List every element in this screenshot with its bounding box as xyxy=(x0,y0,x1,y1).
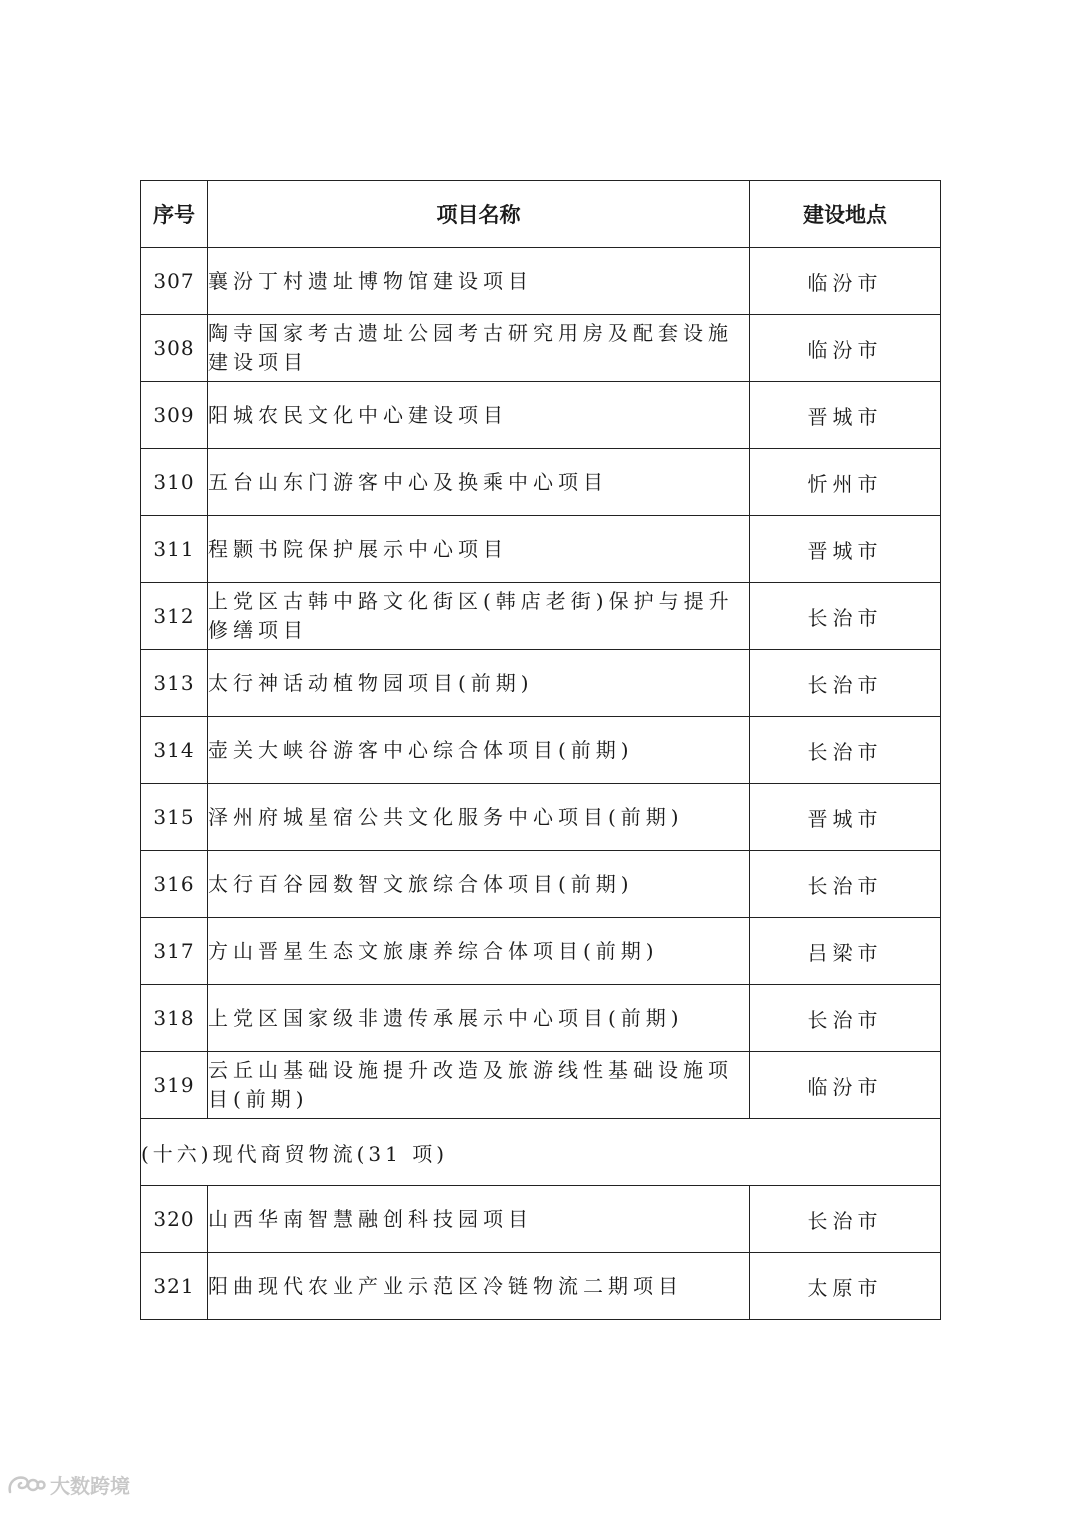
row-number: 317 xyxy=(141,918,208,985)
table-body-b xyxy=(141,1186,941,1320)
project-name: 太行神话动植物园项目(前期) xyxy=(208,650,750,717)
table-row xyxy=(141,382,941,449)
project-name: 泽州府城星宿公共文化服务中心项目(前期) xyxy=(208,784,750,851)
table-row xyxy=(141,918,941,985)
project-name: 陶寺国家考古遗址公园考古研究用房及配套设施建设项目 xyxy=(208,315,750,382)
location: 长治市 xyxy=(750,650,941,717)
table-row xyxy=(141,851,941,918)
table-row xyxy=(141,315,941,382)
row-number: 320 xyxy=(141,1186,208,1253)
table-row xyxy=(141,1052,941,1119)
row-number: 314 xyxy=(141,717,208,784)
project-name: 壶关大峡谷游客中心综合体项目(前期) xyxy=(208,717,750,784)
location: 晋城市 xyxy=(750,784,941,851)
section-body xyxy=(141,1119,941,1186)
project-name: 云丘山基础设施提升改造及旅游线性基础设施项目(前期) xyxy=(208,1052,750,1119)
row-number: 312 xyxy=(141,583,208,650)
project-name: 太行百谷园数智文旅综合体项目(前期) xyxy=(208,851,750,918)
row-number: 310 xyxy=(141,449,208,516)
watermark xyxy=(6,1470,130,1499)
row-number: 315 xyxy=(141,784,208,851)
table-row xyxy=(141,449,941,516)
location: 吕梁市 xyxy=(750,918,941,985)
table-row xyxy=(141,516,941,583)
row-number: 321 xyxy=(141,1253,208,1320)
location: 长治市 xyxy=(750,1186,941,1253)
project-name: 方山晋星生态文旅康养综合体项目(前期) xyxy=(208,918,750,985)
brand-logo-icon xyxy=(6,1472,46,1498)
location: 临汾市 xyxy=(750,248,941,315)
row-number: 319 xyxy=(141,1052,208,1119)
table-row xyxy=(141,1253,941,1320)
row-number: 309 xyxy=(141,382,208,449)
project-name: 上党区国家级非遗传承展示中心项目(前期) xyxy=(208,985,750,1052)
row-number: 316 xyxy=(141,851,208,918)
location: 长治市 xyxy=(750,717,941,784)
table-row xyxy=(141,248,941,315)
location: 忻州市 xyxy=(750,449,941,516)
location: 长治市 xyxy=(750,985,941,1052)
project-name: 阳曲现代农业产业示范区冷链物流二期项目 xyxy=(208,1253,750,1320)
location: 太原市 xyxy=(750,1253,941,1320)
location: 晋城市 xyxy=(750,516,941,583)
table-row xyxy=(141,717,941,784)
watermark-text: 大数跨境 xyxy=(50,1474,130,1498)
header-row xyxy=(141,181,941,248)
project-name: 襄汾丁村遗址博物馆建设项目 xyxy=(208,248,750,315)
location: 长治市 xyxy=(750,851,941,918)
section-title: (十六)现代商贸物流(31 项) xyxy=(141,1119,941,1186)
project-table xyxy=(140,180,941,1320)
table-body-a xyxy=(141,248,941,1119)
table-row xyxy=(141,985,941,1052)
table-row xyxy=(141,583,941,650)
row-number: 308 xyxy=(141,315,208,382)
header-no: 序号 xyxy=(141,181,208,248)
location: 临汾市 xyxy=(750,315,941,382)
row-number: 318 xyxy=(141,985,208,1052)
location: 晋城市 xyxy=(750,382,941,449)
table-row xyxy=(141,650,941,717)
table-row xyxy=(141,1186,941,1253)
project-name: 山西华南智慧融创科技园项目 xyxy=(208,1186,750,1253)
location: 临汾市 xyxy=(750,1052,941,1119)
location: 长治市 xyxy=(750,583,941,650)
project-name: 上党区古韩中路文化街区(韩店老街)保护与提升修缮项目 xyxy=(208,583,750,650)
row-number: 307 xyxy=(141,248,208,315)
table-row xyxy=(141,784,941,851)
project-name: 程颢书院保护展示中心项目 xyxy=(208,516,750,583)
project-name: 五台山东门游客中心及换乘中心项目 xyxy=(208,449,750,516)
header-name: 项目名称 xyxy=(208,181,750,248)
row-number: 313 xyxy=(141,650,208,717)
project-name: 阳城农民文化中心建设项目 xyxy=(208,382,750,449)
header-location: 建设地点 xyxy=(750,181,941,248)
section-row xyxy=(141,1119,941,1186)
row-number: 311 xyxy=(141,516,208,583)
